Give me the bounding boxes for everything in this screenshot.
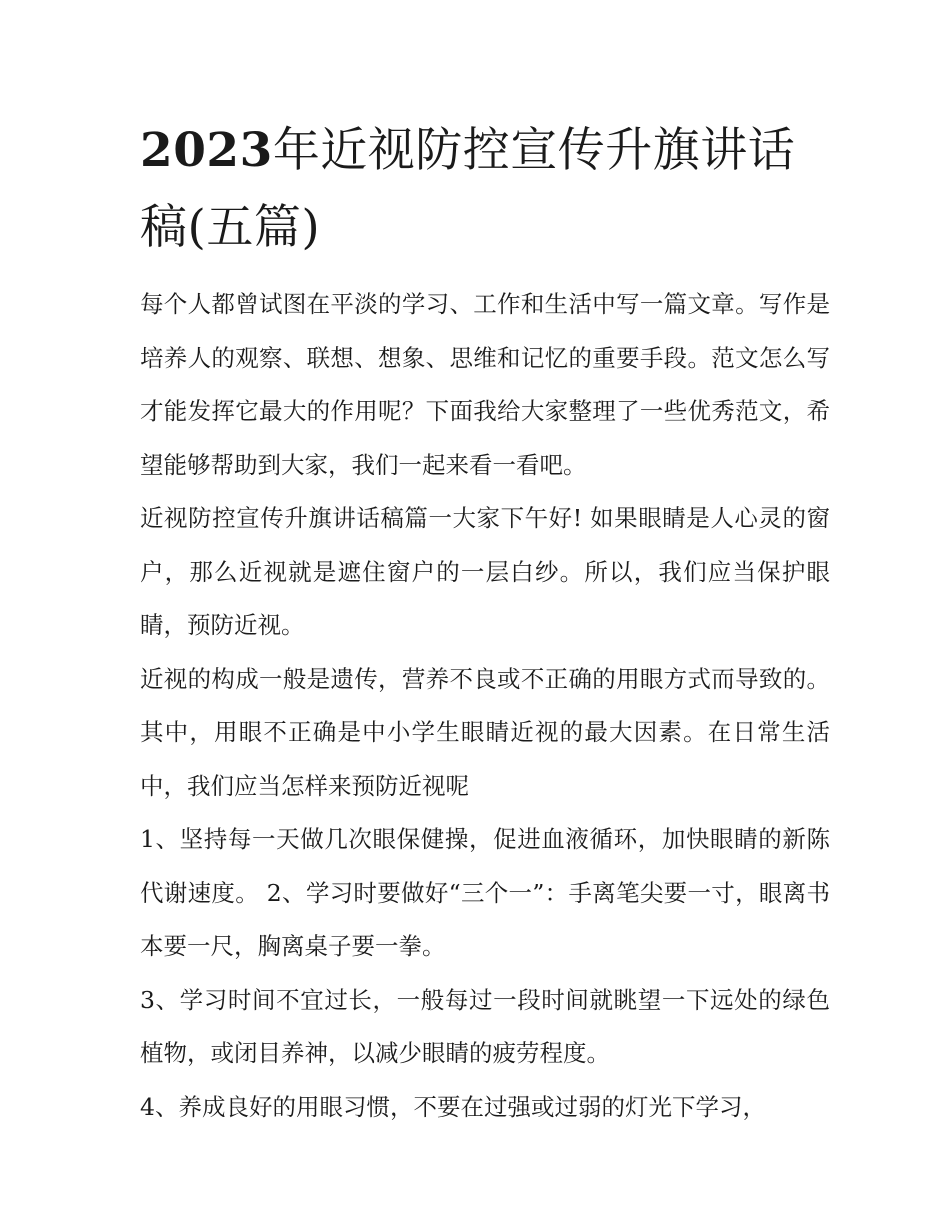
paragraph-tip-3: 3、学习时间不宜过长，一般每过一段时间就眺望一下远处的绿色植物，或闭目养神，以减少眼睛的疲劳程度。 bbox=[140, 985, 830, 1067]
paragraph-intro: 每个人都曾试图在平淡的学习、工作和生活中写一篇文章。写作是培养人的观察、联想、想象、思维和记忆的重要手段。范文怎么写才能发挥它最大的作用呢？下面我给大家整理了一些优秀范文，希望能够帮助到大家，我们一起来看一看吧。 bbox=[140, 290, 830, 479]
paragraph-tips-1-2: 1、坚持每一天做几次眼保健操，促进血液循环，加快眼睛的新陈代谢速度。 2、学习时要做好“三个一”：手离笔尖要一寸，眼离书本要一尺，胸离桌子要一拳。 bbox=[140, 825, 830, 960]
document-page bbox=[140, 112, 830, 1134]
paragraph-tip-4: 4、养成良好的用眼习惯，不要在过强或过弱的灯光下学习， bbox=[140, 1092, 766, 1121]
title-year: 2023 bbox=[140, 123, 273, 178]
document-title bbox=[140, 112, 830, 266]
paragraph-speech-opening: 近视防控宣传升旗讲话稿篇一大家下午好! 如果眼睛是人心灵的窗户，那么近视就是遮住窗户的一层白纱。所以，我们应当保护眼睛，预防近视。 bbox=[140, 504, 830, 639]
title-text: 年近视防控宣传升旗讲话稿(五篇) bbox=[140, 123, 796, 255]
paragraph-causes: 近视的构成一般是遗传，营养不良或不正确的用眼方式而导致的。其中，用眼不正确是中小学生眼睛近视的最大因素。在日常生活中，我们应当怎样来预防近视呢 bbox=[140, 664, 830, 800]
